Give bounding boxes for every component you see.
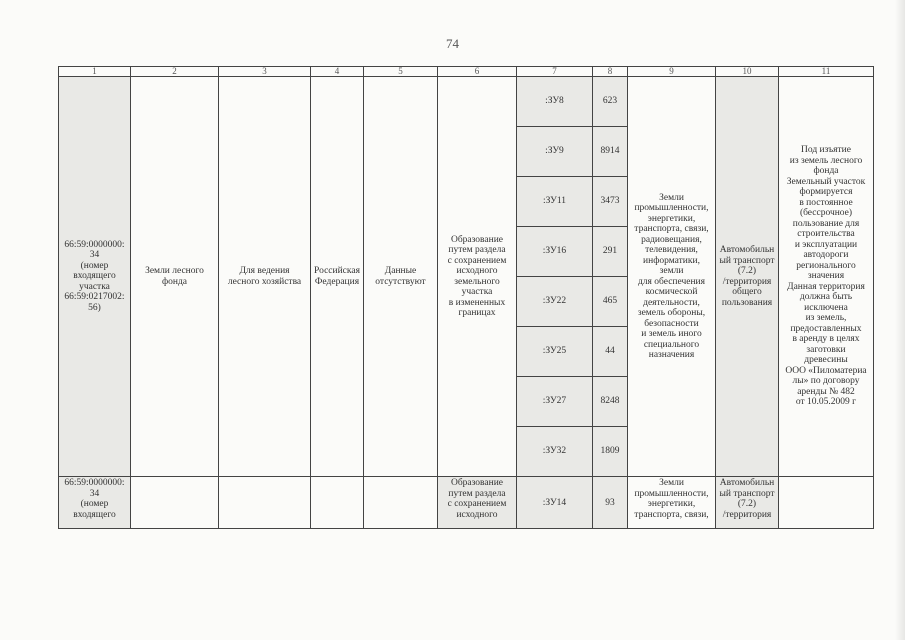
parcel-id-cell: :ЗУ25 [517, 327, 593, 377]
land-category-cell: Земли лесного фонда [131, 77, 219, 477]
column-header: 2 [131, 67, 219, 77]
parcel-area-cell: 44 [593, 327, 628, 377]
formation-method-cell: Образование путем раздела с сохранением исходного земельного участка в измененных границах [438, 77, 517, 477]
permitted-use-cell [219, 477, 311, 529]
permitted-use-cell: Для ведения лесного хозяйства [219, 77, 311, 477]
parcel-area-cell: 1809 [593, 427, 628, 477]
parcel-id-cell: :ЗУ8 [517, 77, 593, 127]
parcel-area-cell: 8248 [593, 377, 628, 427]
page-edge-shadow [895, 0, 905, 640]
parcel-area-cell: 8914 [593, 127, 628, 177]
land-category-cell [131, 477, 219, 529]
table-row [59, 77, 874, 127]
parcel-id-cell: :ЗУ9 [517, 127, 593, 177]
column-header: 7 [517, 67, 593, 77]
parcel-id-cell: :ЗУ16 [517, 227, 593, 277]
parcel-area-cell: 3473 [593, 177, 628, 227]
parcel-id-cell: :ЗУ27 [517, 377, 593, 427]
owner-cell [311, 477, 364, 529]
column-header: 4 [311, 67, 364, 77]
encumbrance-cell [364, 477, 438, 529]
column-header: 3 [219, 67, 311, 77]
parcel-area-cell: 465 [593, 277, 628, 327]
parcel-id-cell: :ЗУ32 [517, 427, 593, 477]
parcel-area-cell: 93 [593, 477, 628, 529]
owner-cell: Российская Федерация [311, 77, 364, 477]
encumbrance-cell: Данные отсутствуют [364, 77, 438, 477]
parcel-id-cell: :ЗУ11 [517, 177, 593, 227]
column-header: 5 [364, 67, 438, 77]
cadastral-number-cell: 66:59:0000000: 34 (номер входящего участка 66:59:0217002: 56) [59, 77, 131, 477]
parcel-area-cell: 623 [593, 77, 628, 127]
column-header: 8 [593, 67, 628, 77]
target-use-cell: Автомобильн ый транспорт (7.2) /территория [716, 477, 779, 529]
page-number: 74 [446, 36, 459, 51]
land-parcels-table [58, 66, 874, 529]
column-header: 9 [628, 67, 716, 77]
column-header: 10 [716, 67, 779, 77]
table-row [59, 477, 874, 529]
target-category-cell: Земли промышленности, энергетики, транспорта, связи, радиовещания, телевидения, информатики, земли для обеспечения космической деятельности, земель обороны, безопасности и земель иного специального назначения [628, 77, 716, 477]
column-header: 1 [59, 67, 131, 77]
column-header: 6 [438, 67, 517, 77]
target-use-cell: Автомобильн ый транспорт (7.2) /территория общего пользования [716, 77, 779, 477]
target-category-cell: Земли промышленности, энергетики, транспорта, связи, [628, 477, 716, 529]
parcel-id-cell: :ЗУ22 [517, 277, 593, 327]
notes-cell [779, 477, 874, 529]
column-header: 11 [779, 67, 874, 77]
notes-cell: Под изъятие из земель лесного фонда Земельный участок формируется в постоянное (бессрочное) пользование для строительства и эксплуатации автодороги регионального значения Данная территория должна быть исключена из земель, предоставленных в аренду в целях заготовки древесины ООО «Пиломатериа лы» по договору аренды № 482 от 10.05.2009 г [779, 77, 874, 477]
parcel-area-cell: 291 [593, 227, 628, 277]
header-row [59, 67, 874, 77]
parcel-id-cell: :ЗУ14 [517, 477, 593, 529]
cadastral-number-cell: 66:59:0000000: 34 (номер входящего [59, 477, 131, 529]
formation-method-cell: Образование путем раздела с сохранением исходного [438, 477, 517, 529]
